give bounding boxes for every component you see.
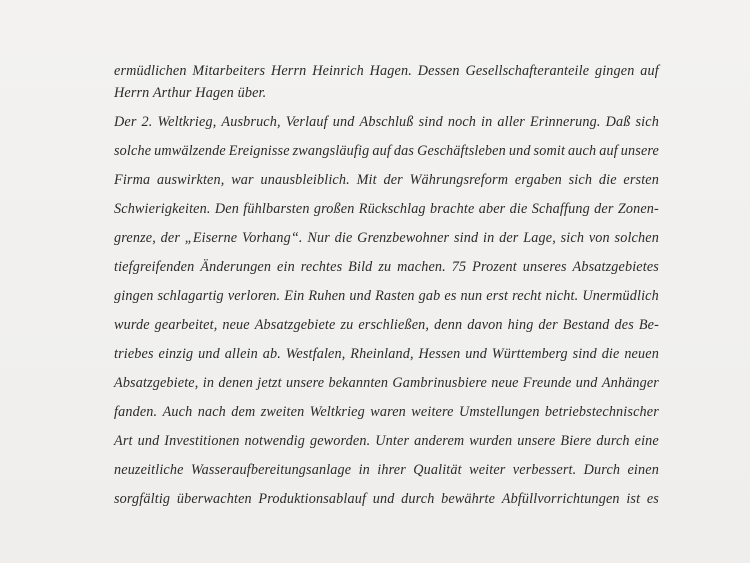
text-line: gingen schlagartig verloren. Ein Ruhen und Rasten gab es nun erst recht nicht. Unermüdlich: [114, 288, 659, 304]
text-line: Der 2. Weltkrieg, Ausbruch, Verlauf und Abschluß sind noch in aller Erinnerung. Daß sich: [114, 114, 659, 130]
text-line: Firma auswirkten, war unausbleiblich. Mit der Währungsreform ergaben sich die ersten: [114, 172, 659, 188]
text-line: tiefgreifenden Änderungen ein rechtes Bild zu machen. 75 Prozent unseres Absatzgebietes: [114, 259, 659, 275]
text-line: solche umwälzende Ereignisse zwangsläufig auf das Geschäftsleben und somit auch auf unsere: [114, 143, 659, 159]
text-line: grenze, der „Eiserne Vorhang“. Nur die Grenzbewohner sind in der Lage, sich von solchen: [114, 230, 659, 246]
text-line: neuzeitliche Wasseraufbereitungsanlage in ihrer Qualität weiter verbessert. Durch einen: [114, 462, 659, 478]
text-line: ermüdlichen Mitarbeiters Herrn Heinrich Hagen. Dessen Gesellschafteranteile gingen auf: [114, 63, 659, 79]
text-line: Herrn Arthur Hagen über.: [114, 85, 267, 101]
text-line: Art und Investitionen notwendig geworden. Unter anderem wurden unsere Biere durch eine: [114, 433, 659, 449]
text-line: Schwierigkeiten. Den fühlbarsten großen Rückschlag brachte aber die Schaffung der Zonen-: [114, 201, 659, 217]
text-line: Absatzgebiete, in denen jetzt unsere bekannten Gambrinusbiere neue Freunde und Anhänger: [114, 375, 659, 391]
text-line: sorgfältig überwachten Produktionsablauf und durch bewährte Abfüllvorrichtungen ist es: [114, 491, 659, 507]
text-line: fanden. Auch nach dem zweiten Weltkrieg waren weitere Umstellungen betriebstechnischer: [114, 404, 659, 420]
text-line: triebes einzig und allein ab. Westfalen, Rheinland, Hessen und Württemberg sind die neuen: [114, 346, 659, 362]
text-line: wurde gearbeitet, neue Absatzgebiete zu erschließen, denn davon hing der Bestand des Be-: [114, 317, 659, 333]
